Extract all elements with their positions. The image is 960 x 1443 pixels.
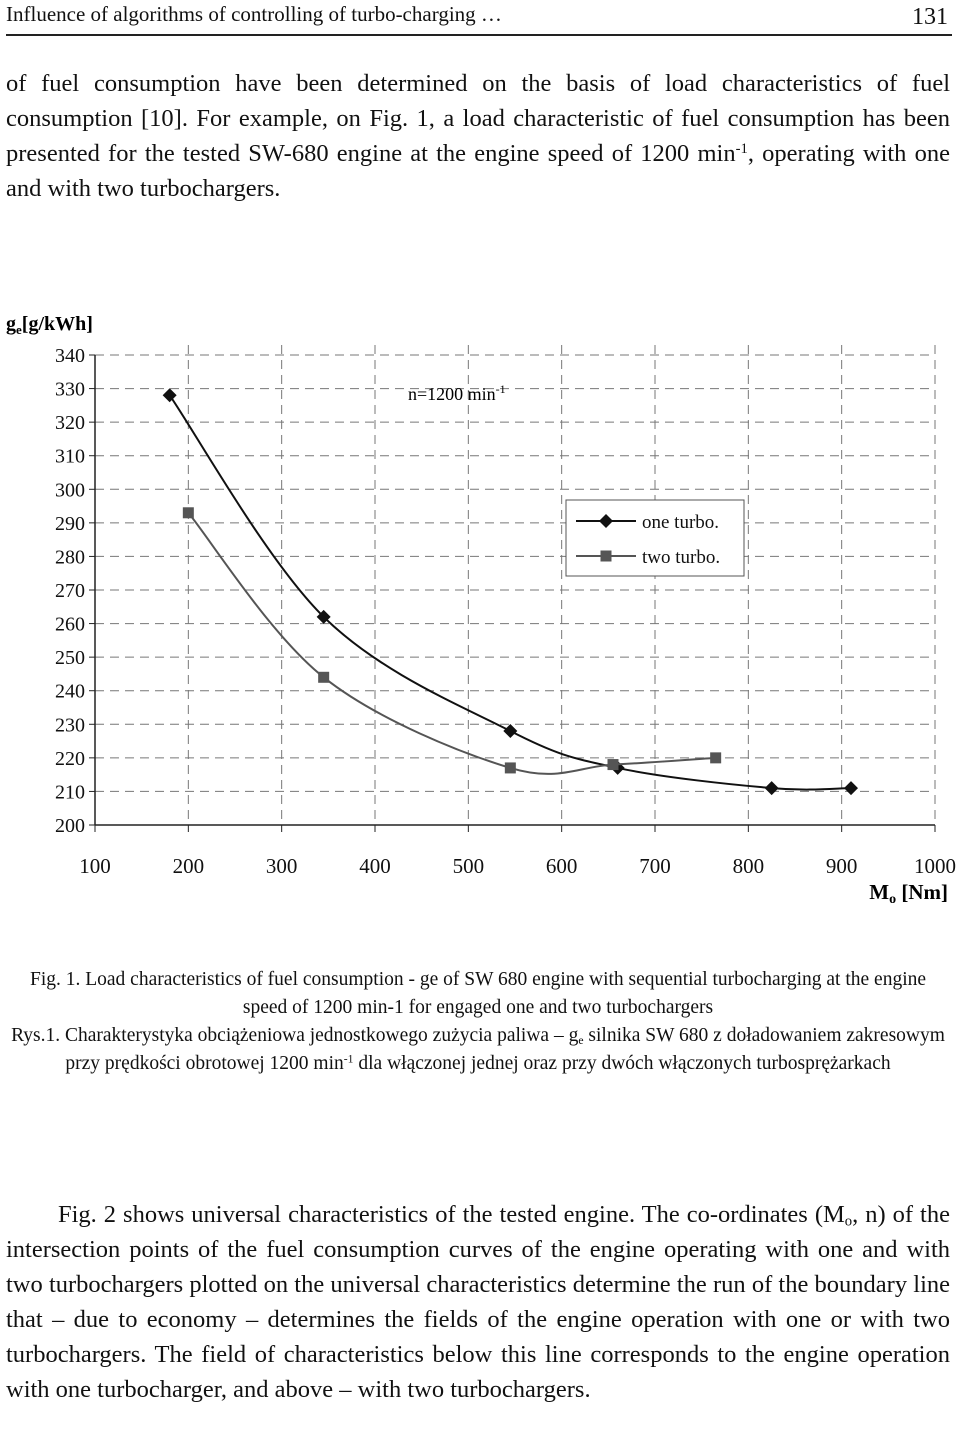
- y-tick-label: 220: [55, 747, 85, 770]
- speed-annotation: [408, 382, 506, 404]
- y-tick-label: 230: [55, 714, 85, 737]
- x-tick-label: 600: [545, 854, 578, 878]
- body-paragraph-2: [6, 1197, 950, 1407]
- y-tick-label: 250: [55, 647, 85, 670]
- x-tick-label: 500: [452, 854, 485, 878]
- x-tick-label: 400: [359, 854, 391, 878]
- x-tick-label: 900: [825, 854, 858, 878]
- x-axis-label-rest: [Nm]: [896, 880, 948, 904]
- chart-series: [163, 388, 858, 795]
- speed-annotation-sup: -1: [495, 382, 506, 396]
- x-tick-label: 200: [172, 854, 205, 878]
- one-turbo-point: [503, 724, 517, 738]
- caption-pl-sup: -1: [343, 1052, 354, 1066]
- caption-pl-text-3: dla włączonej jednej oraz przy dwóch włączonych turbosprężarkach: [353, 1053, 891, 1074]
- y-tick-label: 310: [55, 445, 85, 468]
- two-turbo-point: [318, 672, 329, 683]
- caption-pl-text-2: silnika SW 680 z doładowaniem zakresowym przy prędkości obrotowej 1200 min: [65, 1025, 945, 1074]
- two-turbo-point: [505, 762, 516, 773]
- intro-sup: -1: [735, 140, 748, 157]
- y-axis-label: [6, 313, 93, 337]
- y-tick-label: 340: [55, 345, 85, 367]
- two-turbo-point: [608, 759, 619, 770]
- y-tick-label: 210: [55, 781, 85, 804]
- legend-label: one turbo.: [642, 512, 720, 533]
- intro-text-1: of fuel consumption have been determined on the basis of load characteristics of fuel consumption [10]. For example, on Fig. 1, a load characteristic of fuel consumption has been presented for the tested SW-680 engine at the engine speed of 1200 min: [6, 70, 950, 167]
- legend-marker: [601, 551, 612, 562]
- legend-label: two turbo.: [642, 547, 721, 568]
- x-tick-label: 300: [265, 854, 298, 878]
- body2-sub: o: [844, 1213, 853, 1230]
- page-number: 131: [912, 4, 948, 30]
- body2-text-1: Fig. 2 shows universal characteristics of the tested engine. The co-ordinates (M: [58, 1201, 845, 1228]
- y-tick-label: 280: [55, 546, 85, 569]
- y-axis-label-sub: e: [16, 322, 22, 337]
- running-header: [6, 0, 952, 36]
- y-tick-label: 200: [55, 815, 85, 837]
- x-tick-label: 700: [639, 854, 671, 878]
- chart-tick-labels: [55, 345, 956, 878]
- one-turbo-point: [844, 781, 858, 795]
- x-tick-label: 800: [732, 854, 765, 878]
- x-axis-label-main: M: [869, 880, 890, 904]
- y-axis-label-main: g: [6, 313, 16, 335]
- y-tick-label: 260: [55, 613, 85, 636]
- chart-legend: [566, 500, 744, 576]
- x-tick-label: 1000: [914, 854, 956, 878]
- two-turbo-point: [710, 752, 721, 763]
- y-tick-label: 320: [55, 412, 85, 435]
- intro-paragraph: [6, 66, 950, 206]
- y-tick-label: 300: [55, 479, 85, 502]
- body2-text-2: , n) of the intersection points of the fuel consumption curves of the engine operating with one and with two turbochargers plotted on the universal characteristics determine the run of the boundary line that – due to economy – determines the fields of the engine operation with one or with two turbochargers. The field of characteristics below this line corresponds to the engine operation with one turbocharger, and above – with two turbochargers.: [6, 1201, 950, 1403]
- x-axis-label: [869, 880, 948, 907]
- speed-annotation-main: n=1200 min: [408, 384, 496, 404]
- fuel-consumption-chart: [0, 300, 960, 910]
- intro-text-2: , operating with one and with two turbochargers.: [6, 140, 950, 202]
- y-tick-label: 290: [55, 512, 85, 535]
- one-turbo-point: [765, 781, 779, 795]
- x-axis-label-sub: o: [889, 892, 897, 907]
- y-axis-label-rest: [g/kWh]: [21, 313, 93, 335]
- y-tick-label: 270: [55, 580, 85, 602]
- y-tick-label: 330: [55, 378, 85, 401]
- running-title: Influence of algorithms of controlling of turbo-charging …: [6, 2, 502, 26]
- caption-polish: [6, 1022, 950, 1078]
- caption-pl-sub: e: [578, 1033, 584, 1047]
- caption-english: Fig. 1. Load characteristics of fuel consumption - ge of SW 680 engine with sequential turbocharging at the engine speed of 1200 min-1 for engaged one and two turbochargers: [29, 969, 927, 1018]
- x-tick-label: 100: [79, 854, 111, 878]
- y-tick-label: 240: [55, 680, 85, 703]
- chart-axes: [89, 355, 935, 832]
- caption-pl-text-1: Rys.1. Charakterystyka obciążeniowa jednostkowego zużycia paliwa – g: [11, 1025, 579, 1046]
- two-turbo-point: [183, 507, 194, 518]
- one-turbo-point: [163, 388, 177, 402]
- chart-grid: [95, 345, 935, 825]
